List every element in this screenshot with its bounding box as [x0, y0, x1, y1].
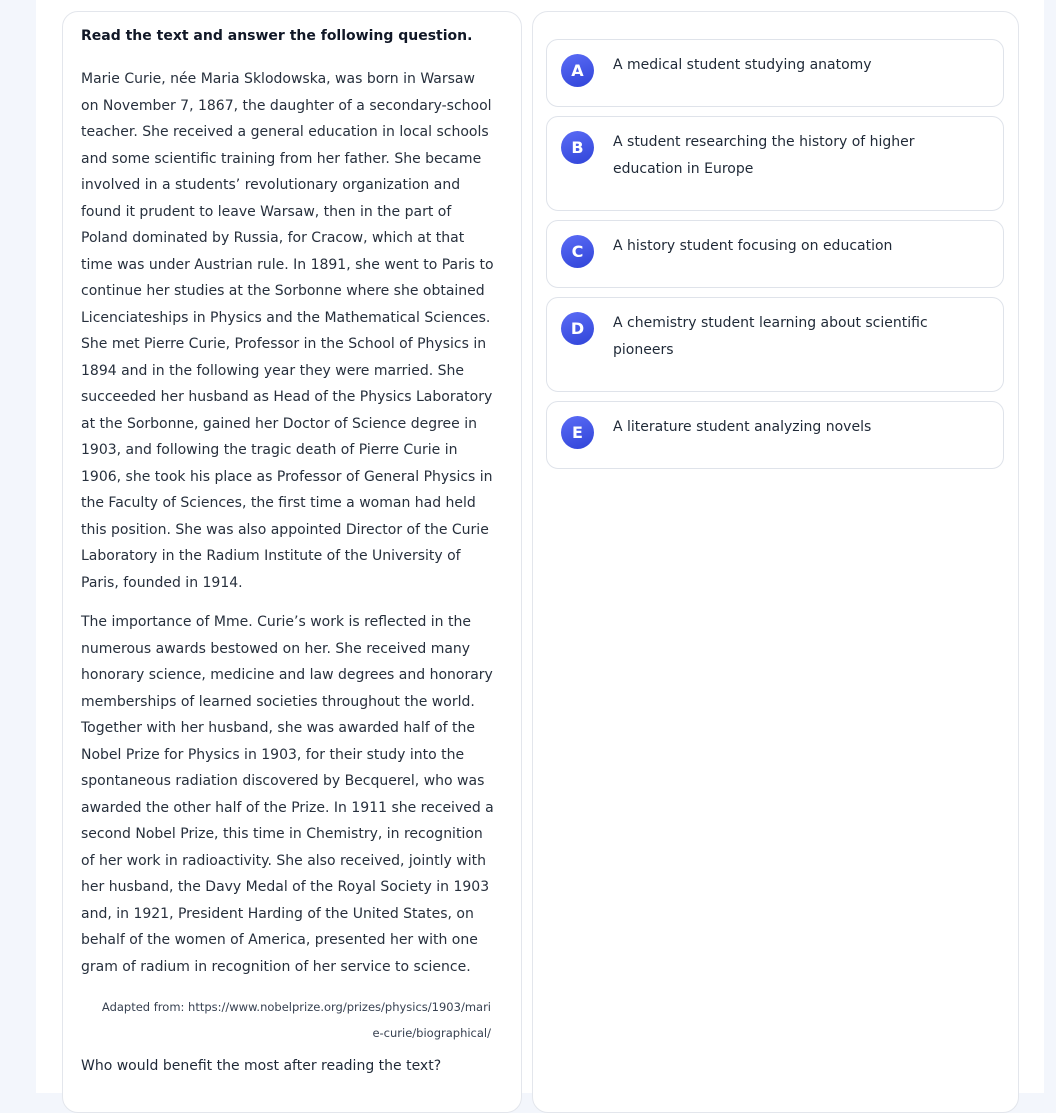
instruction-heading: Read the text and answer the following question. — [81, 28, 473, 44]
passage-paragraph-2: The importance of Mme. Curie’s work is reflected in the numerous awards bestowed on her. She received many honorary science, medicine and law degrees and honorary memberships of learned societies throughout the world. Together with her husband, she was awarded half of the Nobel Prize for Physics in 1903, for their study into the spontaneous radiation discovered by Becquerel, who was awarded the other half of the Prize. In 1911 she received a second Nobel Prize, this time in Chemistry, in recognition of her work in radioactivity. She also received, jointly with her husband, the Davy Medal of the Royal Society in 1903 and, in 1921, President Harding of the United States, on behalf of the women of America, presented her with one gram of radium in recognition of her service to science. — [81, 614, 494, 975]
option-b[interactable] — [546, 116, 1004, 211]
answer-panel — [532, 11, 1019, 1113]
option-a[interactable] — [546, 39, 1004, 107]
option-a-text: A medical student studying anatomy — [613, 57, 872, 73]
option-b-text: A student researching the history of higher education in Europe — [613, 134, 915, 177]
option-c-text: A history student focusing on education — [613, 238, 893, 254]
option-e-text: A literature student analyzing novels — [613, 419, 872, 435]
passage-paragraph-1: Marie Curie, née Maria Sklodowska, was born in Warsaw on November 7, 1867, the daughter of a secondary-school teacher. She received a general education in local schools and some scientific training from her father. She became involved in a students’ revolutionary organization and found it prudent to leave Warsaw, then in the part of Poland dominated by Russia, for Cracow, which at that time was under Austrian rule. In 1891, she went to Paris to continue her studies at the Sorbonne where she obtained Licenciateships in Physics and the Mathematical Sciences. She met Pierre Curie, Professor in the School of Physics in 1894 and in the following year they were married. She succeeded her husband as Head of the Physics Laboratory at the Sorbonne, gained her Doctor of Science degree in 1903, and following the tragic death of Pierre Curie in 1906, she took his place as Professor of General Physics in the Faculty of Sciences, the first time a woman had held this position. She was also appointed Director of the Curie Laboratory in the Radium Institute of the University of Paris, founded in 1914. — [81, 71, 494, 591]
question-text: Who would benefit the most after reading the text? — [81, 1058, 442, 1074]
option-d[interactable] — [546, 297, 1004, 392]
option-b-letter: B — [561, 131, 594, 164]
option-c-letter: C — [561, 235, 594, 268]
option-d-text: A chemistry student learning about scientific pioneers — [613, 315, 928, 358]
option-e[interactable] — [546, 401, 1004, 469]
option-c[interactable] — [546, 220, 1004, 288]
source-citation: Adapted from: https://www.nobelprize.org/prizes/physics/1903/marie-curie/biographical/ — [101, 1000, 491, 1040]
option-a-letter: A — [561, 54, 594, 87]
page — [36, 0, 1044, 1093]
reading-panel — [62, 11, 522, 1113]
option-e-letter: E — [561, 416, 594, 449]
reading-passage — [81, 66, 495, 993]
option-d-letter: D — [561, 312, 594, 345]
